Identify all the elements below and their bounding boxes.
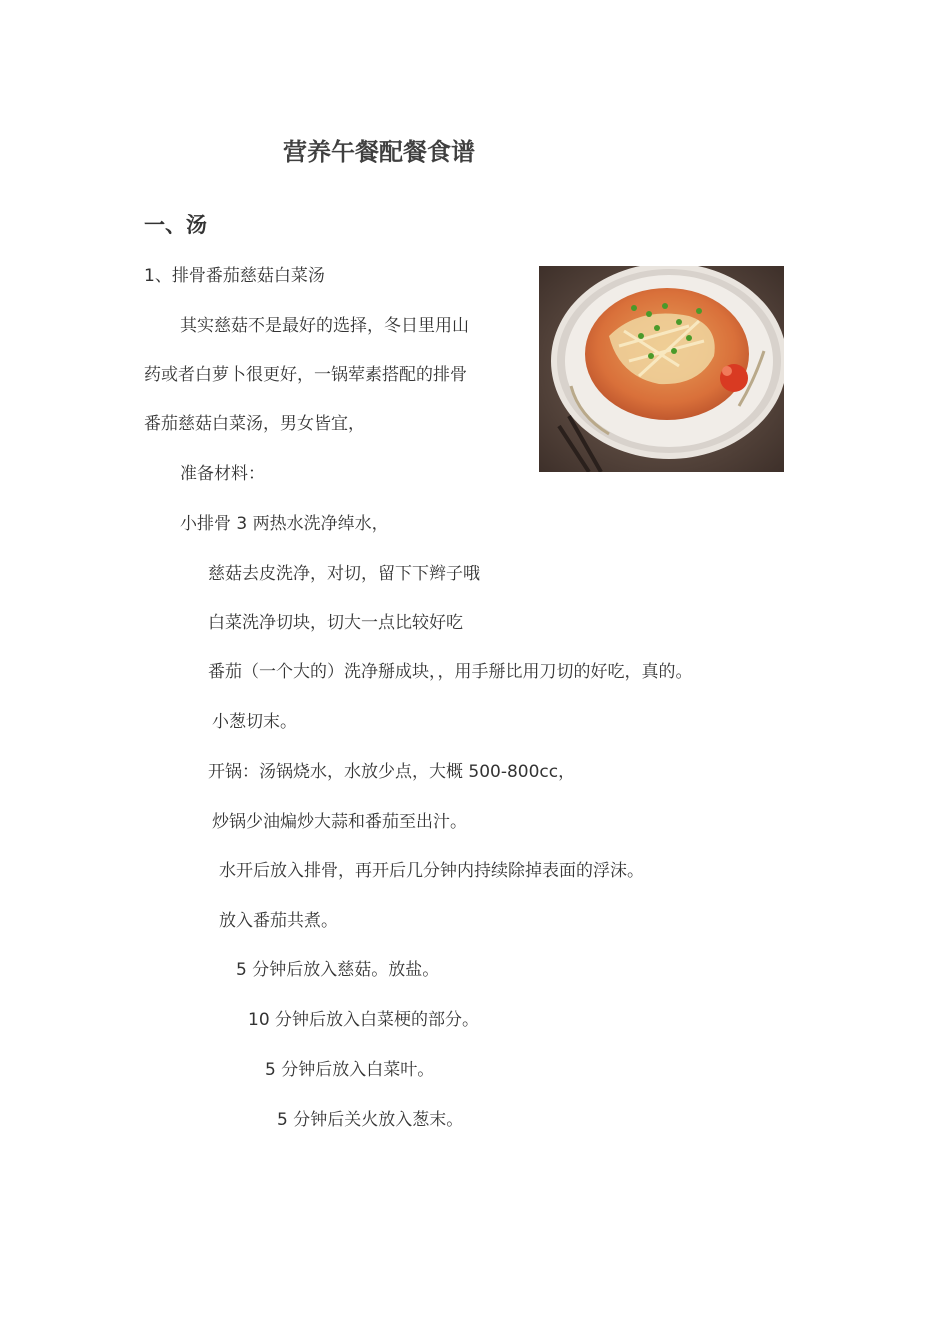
step-line: 开锅：汤锅烧水，水放少点，大概 500-800cc， [208, 762, 576, 782]
step-line: 炒锅少油煸炒大蒜和番茄至出汁。 [212, 812, 467, 832]
section-heading: 一、汤 [144, 213, 207, 237]
step-line: 5 分钟后放入慈菇。放盐。 [236, 960, 440, 980]
prep-heading: 准备材料： [180, 464, 265, 484]
step-line: 水开后放入排骨，再开后几分钟内持续除掉表面的浮沫。 [219, 861, 644, 881]
photo-soup-bowl [539, 266, 784, 472]
step-line: 白菜洗净切块，切大一点比较好吃 [208, 613, 463, 633]
step-line: 小排骨 3 两热水洗净绰水， [180, 514, 389, 534]
intro-line: 其实慈菇不是最好的选择，冬日里用山 [180, 316, 469, 336]
intro-line: 番茄慈菇白菜汤，男女皆宜， [144, 414, 365, 434]
step-line: 番茄（一个大的）洗净掰成块，，用手掰比用刀切的好吃，真的。 [208, 662, 693, 682]
step-line: 放入番茄共煮。 [219, 911, 338, 931]
step-line: 5 分钟后关火放入葱末。 [277, 1110, 464, 1130]
intro-line: 药或者白萝卜很更好，一锅荤素搭配的排骨 [144, 365, 467, 385]
step-line: 小葱切末。 [212, 712, 297, 732]
recipe-title: 1、排骨番茄慈菇白菜汤 [144, 266, 325, 286]
step-line: 10 分钟后放入白菜梗的部分。 [248, 1010, 480, 1030]
page-title: 营养午餐配餐食谱 [283, 138, 475, 166]
step-line: 慈菇去皮洗净，对切，留下下辫子哦 [208, 564, 480, 584]
step-line: 5 分钟后放入白菜叶。 [265, 1060, 435, 1080]
